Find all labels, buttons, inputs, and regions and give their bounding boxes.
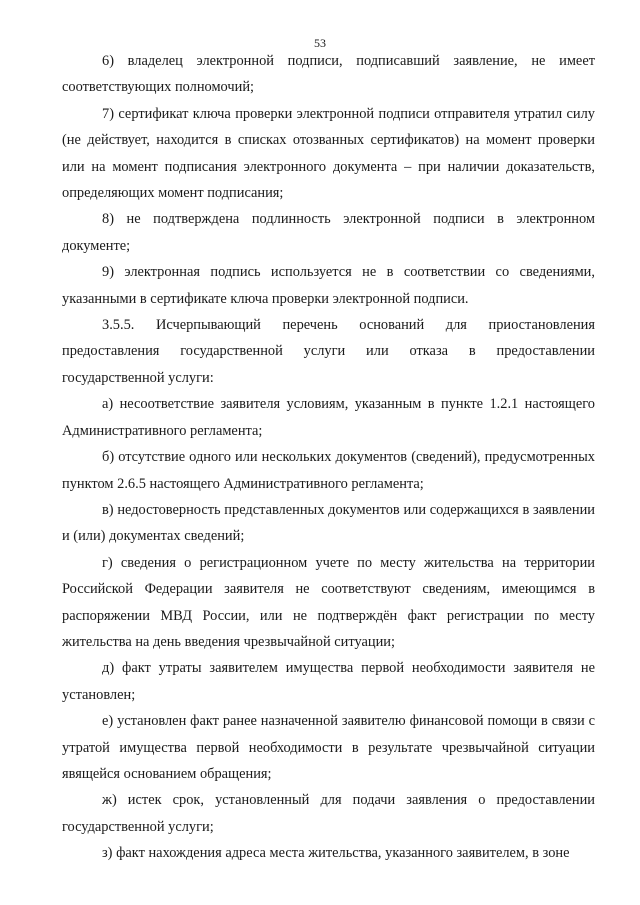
paragraph-item-z: з) факт нахождения адреса места жительства, указанного заявителем, в зоне bbox=[102, 845, 570, 862]
paragraph-item-7: 7) сертификат ключа проверки электронной подписи отправителя утратил силу (не действует, находится в списках отозванных сертификатов) на момент проверки или на момент подписания электронного документа – при наличии доказательств, определяющих момент подписания; bbox=[62, 105, 595, 202]
paragraph-item-g: г) сведения о регистрационном учете по месту жительства на территории Российской Федерации заявителя не соответствуют сведениям, имеющимся в распоряжении МВД России, или не подтверждён факт регистрации по месту жительства на день введения чрезвычайной ситуации; bbox=[62, 554, 595, 650]
paragraph-item-6: 6) владелец электронной подписи, подписавший заявление, не имеет соответствующих полномочий; bbox=[62, 53, 595, 96]
paragraph-item-d: д) факт утраты заявителем имущества первой необходимости заявителя не установлен; bbox=[62, 660, 595, 703]
page-number: 53 bbox=[314, 36, 326, 50]
paragraph-item-v: в) недостоверность представленных документов или содержащихся в заявлении и (или) документах сведений; bbox=[62, 501, 595, 545]
paragraph-item-8: 8) не подтверждена подлинность электронной подписи в электронном документе; bbox=[62, 211, 595, 254]
paragraph-item-9: 9) электронная подпись используется не в соответствии со сведениями, указанными в сертификате ключа проверки электронной подписи. bbox=[62, 264, 595, 307]
paragraph-section-3-5-5: 3.5.5. Исчерпывающий перечень оснований для приостановления предоставления государственной услуги или отказа в предоставлении государственной услуги: bbox=[62, 317, 595, 386]
document-body bbox=[62, 48, 595, 867]
paragraph-item-a: а) несоответствие заявителя условиям, указанным в пункте 1.2.1 настоящего Административного регламента; bbox=[62, 396, 595, 439]
paragraph-item-b: б) отсутствие одного или нескольких документов (сведений), предусмотренных пунктом 2.6.5 настоящего Административного регламента; bbox=[62, 449, 595, 492]
paragraph-item-zh: ж) истек срок, установленный для подачи заявления о предоставлении государственной услуги; bbox=[62, 792, 595, 835]
paragraph-item-e: е) установлен факт ранее назначенной заявителю финансовой помощи в связи с утратой имущества первой необходимости в результате чрезвычайной ситуации явящейся основанием обращения; bbox=[62, 713, 595, 782]
